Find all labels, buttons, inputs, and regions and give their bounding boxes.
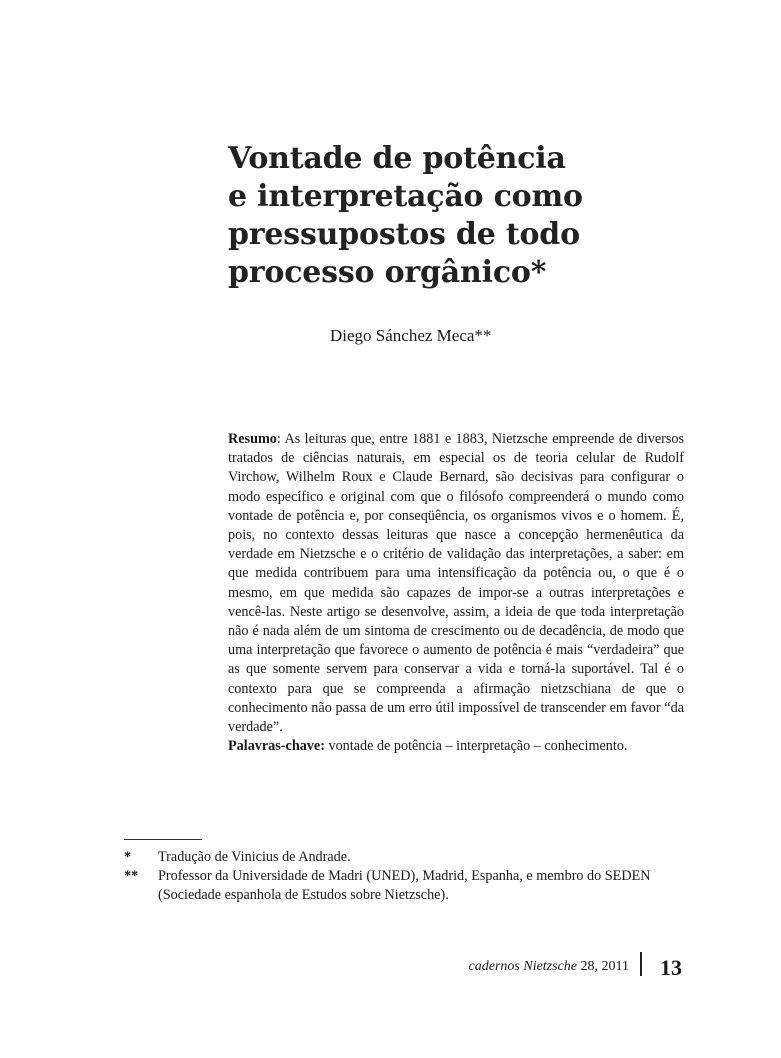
title-line: pressupostos de todo: [228, 217, 580, 252]
author-name: Diego Sánchez Meca**: [330, 326, 492, 345]
keywords-text: vontade de potência – interpretação – conhecimento.: [324, 738, 628, 755]
footer-separator: [640, 952, 642, 976]
keywords: [228, 737, 684, 756]
article-title: [228, 140, 688, 292]
footnote-mark: *: [124, 849, 132, 865]
title-line: processo orgânico*: [228, 255, 547, 290]
title-line: Vontade de potência: [228, 141, 566, 176]
running-footer: [469, 958, 629, 976]
abstract: [228, 430, 684, 756]
title-line: e interpretação como: [228, 179, 583, 214]
keywords-label: Palavras-chave:: [228, 738, 325, 755]
abstract-label: Resumo: [228, 431, 277, 447]
footnote-mark: **: [124, 868, 139, 884]
abstract-body: [228, 430, 684, 737]
journal-issue: 28, 2011: [577, 959, 629, 974]
journal-name: cadernos Nietzsche: [468, 959, 578, 974]
page-number: 13: [660, 955, 682, 980]
footnote-divider: [124, 839, 202, 840]
footnote-text: Professor da Universidade de Madri (UNED), Madrid, Espanha, e membro do SEDEN (Sociedade espanhola de Estudos sobre Nietzsche).: [158, 868, 651, 904]
abstract-text: : As leituras que, entre 1881 e 1883, Nietzsche empreende de diversos tratados de ciências naturais, em especial os de teoria celular de Rudolf Virchow, Wilhelm Roux e Claude Bernard, são decisivas para configurar o modo específico e original com que o filósofo compreenderá o mundo como vontade de potência e, por conseqüência, os organismos vivos e o homem. É, pois, no contexto dessas leituras que nasce a concepção hermenêutica da verdade em Nietzsche e o critério de validação das interpretações, a saber: em que medida contribuem para uma intensificação da potência ou, o que é o mesmo, em que medida são capazes de impor-se a outras interpretações e vencê-las. Neste artigo se desenvolve, assim, a ideia de que toda interpretação não é nada além de um sintoma de crescimento ou de decadência, de modo que uma interpretação que favorece o aumento de potência é mais “verdadeira” que as que somente servem para conservar a vida e torná-la suportável. Tal é o contexto para que se compreenda a afirmação nietzschiana de que o conhecimento não passa de um erro útil impossível de transcender em favor “da verdade”.: [228, 431, 684, 736]
footnote-text: Tradução de Vinicius de Andrade.: [158, 849, 351, 865]
